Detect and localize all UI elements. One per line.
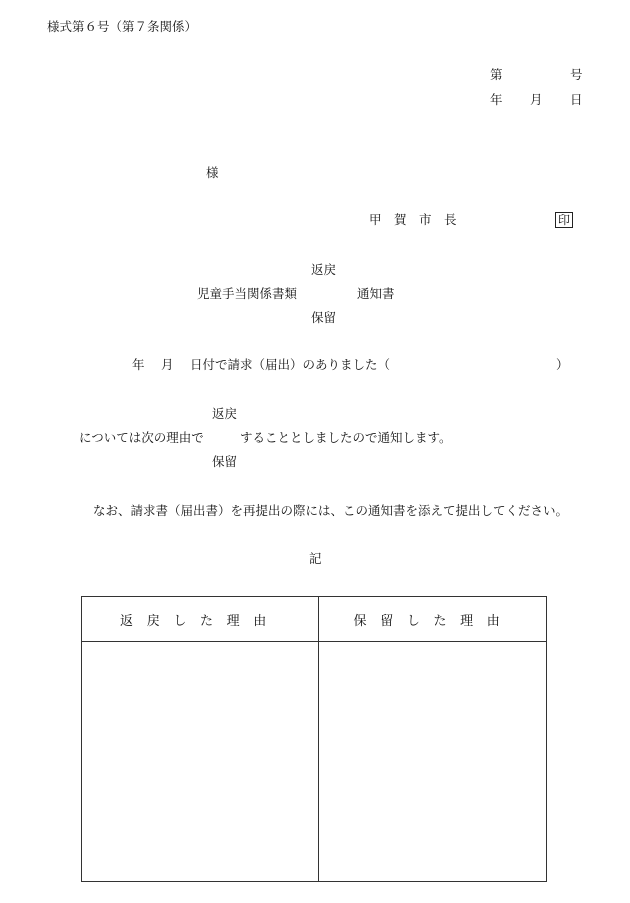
col-return-reason-label: 返戻した理由 bbox=[120, 613, 280, 629]
body-return-option: 返戻 bbox=[212, 406, 238, 421]
col-hold-reason-header bbox=[319, 597, 548, 641]
resubmission-note: なお、請求書（届出書）を再提出の際には、この通知書を添えて提出してください。 bbox=[93, 503, 569, 518]
seal-mark: 印 bbox=[555, 212, 573, 228]
hold-reason-cell[interactable] bbox=[319, 642, 548, 881]
body-line2-left: については次の理由で bbox=[79, 430, 204, 445]
date-month: 月 bbox=[530, 92, 543, 107]
form-number: 様式第６号（第７条関係） bbox=[47, 19, 198, 34]
date-day: 日 bbox=[570, 92, 583, 107]
addressee-suffix: 様 bbox=[206, 165, 219, 180]
title-return-option: 返戻 bbox=[311, 262, 337, 277]
body-line2-right: することとしましたので通知します。 bbox=[240, 430, 452, 445]
body-line1: 年 月 日付で請求（届出）のありました（ bbox=[132, 357, 390, 372]
ki-heading: 記 bbox=[309, 551, 322, 566]
title-main-right: 通知書 bbox=[357, 286, 395, 301]
col-hold-reason-label: 保留した理由 bbox=[353, 613, 514, 629]
date-year: 年 bbox=[490, 92, 503, 107]
return-reason-cell[interactable] bbox=[82, 642, 318, 881]
body-line1-close: ） bbox=[556, 357, 569, 372]
ref-number-dai: 第 bbox=[490, 67, 503, 82]
issuer-name: 甲 賀 市 長 bbox=[369, 212, 457, 227]
reasons-table bbox=[81, 596, 547, 882]
title-main-left: 児童手当関係書類 bbox=[197, 286, 298, 301]
body-hold-option: 保留 bbox=[212, 454, 238, 469]
ref-number-go: 号 bbox=[570, 67, 583, 82]
title-hold-option: 保留 bbox=[311, 310, 337, 325]
col-return-reason-header bbox=[82, 597, 318, 641]
